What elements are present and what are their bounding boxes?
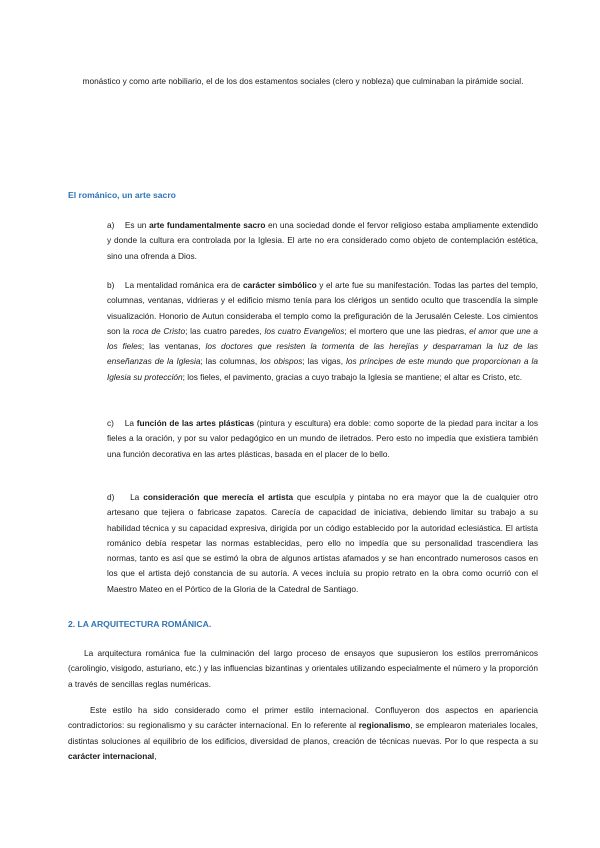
list-item-a: a) Es un arte fundamentalmente sacro en una sociedad donde el fervor religioso estaba ampliamente extendido y donde la cultura era controlada por la Iglesia. El arte no era considerado como objeto de contemplación estética, sino una ofrenda a Dios. [107, 220, 538, 261]
list-item-b: b) La mentalidad románica era de carácter simbólico y el arte fue su manifestación. Todas las partes del templo, columnas, ventanas, vidrieras y el edificio mismo tenía para los clérigos un sentido oculto que trascendía la simple visualización. Honorio de Autun consideraba el templo como la prefiguración de la Jerusalén Celeste. Los cimientos son la roca de Cristo; las cuatro paredes, los cuatro Evangelios; el mortero que une las piedras, el amor que une a los fieles; las ventanas, los doctores que resisten la tormenta de las herejías y desparraman la luz de las enseñanzas de la Iglesia; las columnas, los obispos; las vigas, los príncipes de este mundo que proporcionan a la Iglesia su protección; los fieles, el pavimento, gracias a cuyo trabajo la Iglesia se mantiene; el altar es Cristo, etc. [107, 280, 538, 382]
list-item-d: d) La consideración que merecía el artista que esculpía y pintaba no era mayor que la de cualquier otro artesano que tejiera o fabricase zapatos. Carecía de capacidad de iniciativa, debiendo limitar su trabajo a su habilidad técnica y su capacidad expresiva, dirigida por un código establecido por la autoridad eclesiástica. El artista románico debía respetar las normas establecidas, pero ello no impedía que su personalidad trascendiera las normas, tanto es así que se estimó la obra de algunos artistas afamados y se han encontrado numerosos casos en los que el artista dejó constancia de su autoría. A veces incluía su propio retrato en la obra como ocurrió con el Maestro Mateo en el Pórtico de la Gloria de la Catedral de Santiago. [107, 492, 538, 594]
section-heading-arquitectura: 2. LA ARQUITECTURA ROMÁNICA. [68, 619, 212, 629]
list-marker-a: a) [107, 220, 115, 230]
list-marker-c: c) [107, 418, 114, 428]
arquitectura-paragraph-2: Este estilo ha sido considerado como el primer estilo internacional. Confluyeron dos aspectos en apariencia contradictorios: su regionalismo y su carácter internacional. En lo referente al regionalismo, se emplearon materiales locales, distintas soluciones al equilibrio de los edificios, diversidad de planos, creación de técnicas nuevas. Por lo que respecta a su carácter internacional, [68, 705, 538, 761]
list-item-c: c) La función de las artes plásticas (pintura y escultura) era doble: como soporte de la piedad para incitar a los fieles a la oración, y por su valor pedagógico en un mundo de iletrados. Pero esto no impedía que existiera también una función decorativa en las artes plásticas, basada en el placer de lo bello. [107, 418, 538, 459]
section-heading-romanico-sacro: El románico, un arte sacro [68, 190, 176, 200]
list-marker-b: b) [107, 280, 115, 290]
list-marker-d: d) [107, 492, 115, 502]
intro-paragraph: monástico y como arte nobiliario, el de los dos estamentos sociales (clero y nobleza) que culminaban la pirámide social. [82, 76, 524, 86]
arquitectura-paragraph-1: La arquitectura románica fue la culminación del largo proceso de ensayos que supusieron los estilos prerrománicos (carolingio, visigodo, asturiano, etc.) y las influencias bizantinas y orientales utilizando especialmente el número y la proporción a través de sencillas reglas numéricas. [68, 648, 538, 689]
